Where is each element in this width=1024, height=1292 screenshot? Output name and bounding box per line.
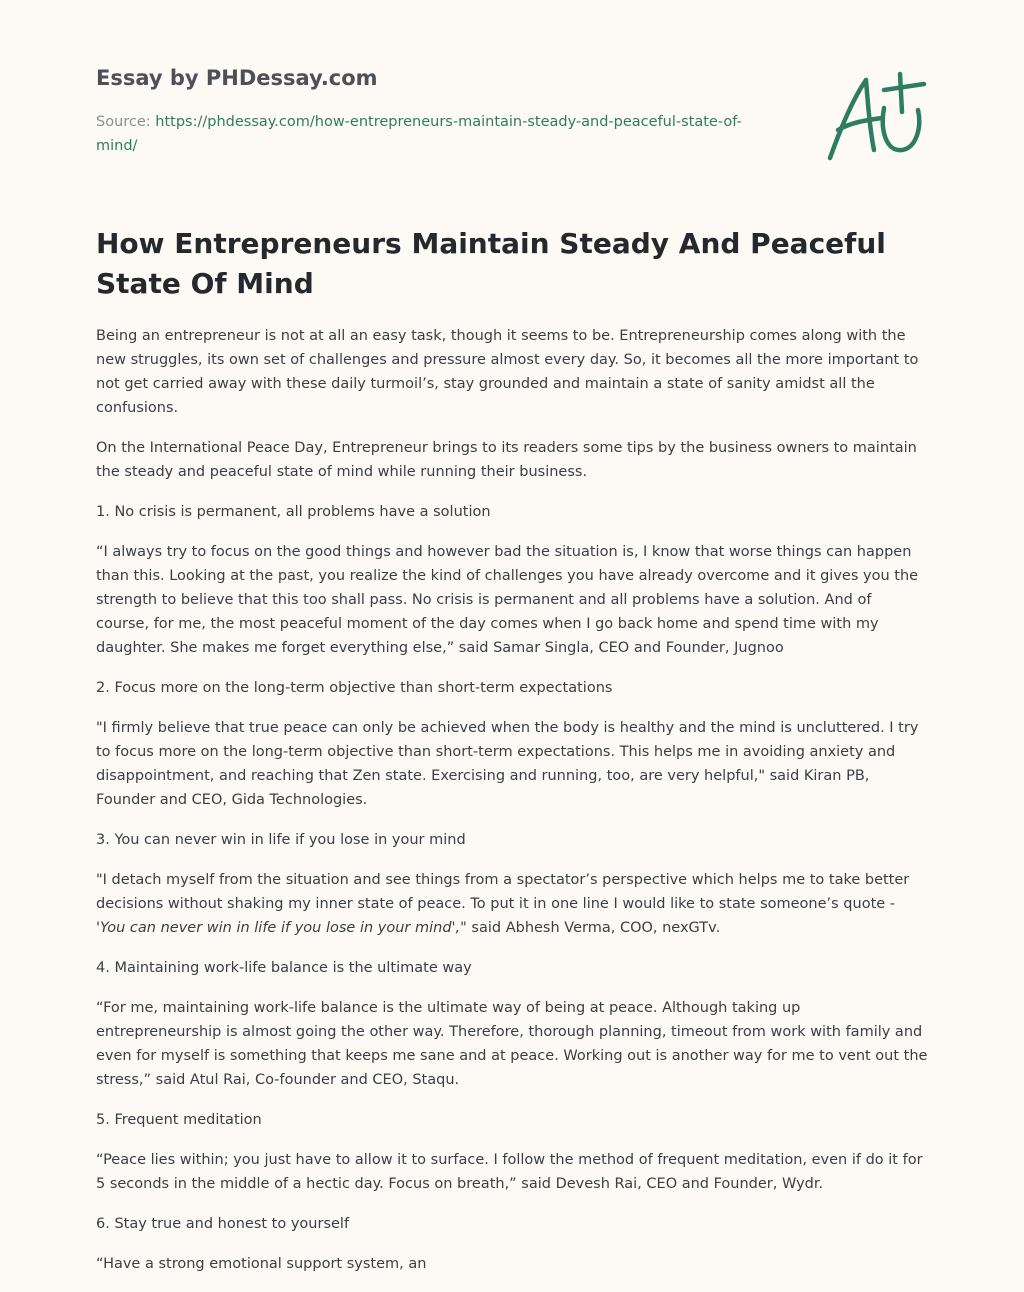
tip-heading: 1. No crisis is permanent, all problems have a solution: [96, 504, 491, 520]
tip-heading: 3. You can never win in life if you lose in your mind: [96, 832, 466, 848]
quote-paragraph: “For me, maintaining work-life balance is the ultimate way of being at peace. Although taking up entrepreneurship is almost going the other way. Therefore, thorough planning, timeout from work with family and even for myself is something that keeps me sane and at peace. Working out is another way for me to vent out the stress,” said Atul Rai, Co-founder and CEO, Staqu.: [96, 1000, 928, 1088]
source-label: Source:: [96, 114, 156, 130]
paragraph: Being an entrepreneur is not at all an easy task, though it seems to be. Entrepreneurship comes along with the new struggles, its own set of challenges and pressure almost every day. So, it becomes all the more important to not get carried away with these daily turmoil’s, stay grounded and maintain a state of sanity amidst all the confusions.: [96, 328, 919, 416]
tip-heading: 4. Maintaining work-life balance is the ultimate way: [96, 960, 472, 976]
quote-italic: 'You can never win in life if you lose in your mind',: [96, 920, 461, 936]
quote-attribution: " said Abhesh Verma, COO, nexGTv.: [460, 920, 721, 936]
tip-heading: 6. Stay true and honest to yourself: [96, 1216, 350, 1232]
source-link[interactable]: https://phdessay.com/how-entrepreneurs-maintain-steady-and-peaceful-state-of-mind/: [96, 114, 742, 154]
quote-paragraph: [96, 868, 928, 940]
essay-title: How Entrepreneurs Maintain Steady And Peaceful State Of Mind: [96, 227, 886, 300]
site-title: Essay by PHDessay.com: [96, 66, 378, 90]
quote-paragraph: "I firmly believe that true peace can only be achieved when the body is healthy and the mind is uncluttered. I try to focus more on the long-term objective than short-term expectations. This helps me in avoiding anxiety and disappointment, and reaching that Zen state. Exercising and running, too, are very helpful," said Kiran PB, Founder and CEO, Gida Technologies.: [96, 720, 919, 808]
quote-paragraph: “I always try to focus on the good things and however bad the situation is, I know that worse things can happen than this. Looking at the past, you realize the kind of challenges you have already overcome and it gives you the strength to believe that this too shall pass. No crisis is permanent and all problems have a solution. And of course, for me, the most peaceful moment of the day comes when I go back home and spend time with my daughter. She makes me forget everything else,” said Samar Singla, CEO and Founder, Jugnoo: [96, 544, 919, 656]
a-plus-logo-icon: [822, 70, 932, 165]
tip-heading: 5. Frequent meditation: [96, 1112, 262, 1128]
essay-body: [96, 324, 928, 1292]
quote-paragraph: “Peace lies within; you just have to allow it to surface. I follow the method of frequent meditation, even if do it for 5 seconds in the middle of a hectic day. Focus on breath,” said Devesh Rai, CEO and Founder, Wydr.: [96, 1152, 923, 1192]
quote-paragraph: “Have a strong emotional support system, an: [96, 1256, 427, 1272]
quote-text: "I detach myself from the situation and see things from a spectator’s perspective which helps me to take better decisions without shaking my inner state of peace. To put it in one line I would like to state someone’s quote -: [96, 872, 910, 912]
paragraph: On the International Peace Day, Entrepreneur brings to its readers some tips by the business owners to maintain the steady and peaceful state of mind while running their business.: [96, 440, 917, 480]
tip-heading: 2. Focus more on the long-term objective than short-term expectations: [96, 680, 613, 696]
source-line: [96, 110, 776, 158]
